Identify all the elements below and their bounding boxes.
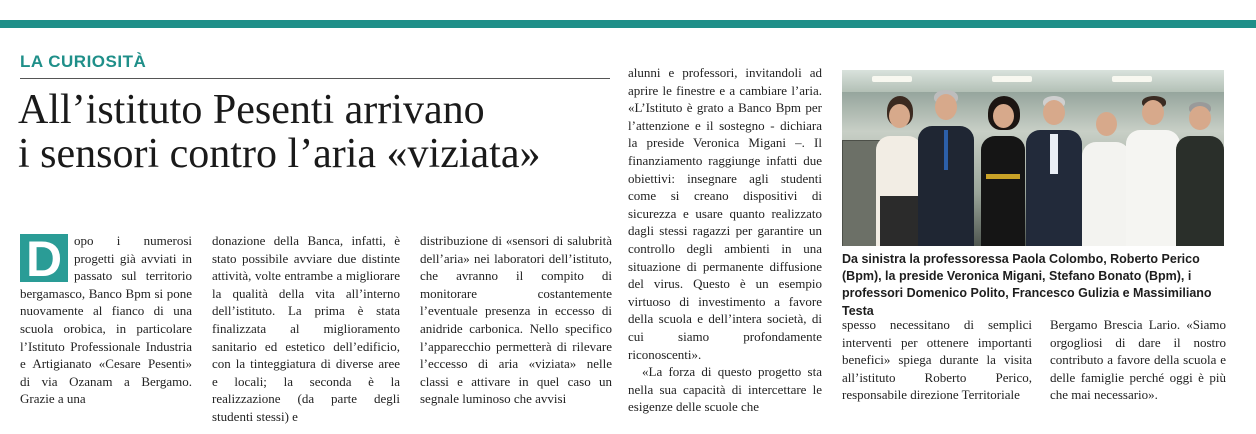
body-column-6 [1050, 316, 1226, 404]
top-accent-bar [0, 20, 1256, 28]
person-francesco-gulizia [1126, 96, 1180, 246]
body-column-2 [212, 232, 400, 426]
column-2-text: donazione della Banca, infatti, è stato possibile avviare due distinte attività, volte entrambe a migliorare la qualità della vita all’interno dell’istituto. La prima è stata finalizzata al miglioramento sanitario ed estetico dell’edificio, con la tinteggiatura di diverse aree e locali; la seconda è la realizzazione (da parte degli studenti stessi) e [212, 233, 400, 424]
column-5-text: spesso necessitano di semplici interventi per ottenere importanti benefici» spiega durante la visita all’istituto Roberto Perico, responsabile direzione Territoriale [842, 317, 1032, 403]
body-column-1 [20, 232, 192, 408]
headline-line-2: i sensori contro l’aria «viziata» [18, 131, 541, 177]
person-paola-colombo [874, 96, 924, 246]
column-6-text: Bergamo Brescia Lario. «Siamo orgogliosi di dare il nostro contributo a favore della scuola e delle famiglie perché oggi è più che mai necessario». [1050, 317, 1226, 403]
person-massimiliano-testa [1176, 102, 1224, 246]
person-veronica-migani [978, 96, 1028, 246]
person-roberto-perico [918, 90, 974, 246]
person-domenico-polito [1080, 106, 1132, 246]
person-stefano-bonato [1026, 96, 1082, 246]
ceiling-light [992, 76, 1032, 82]
photo-caption: Da sinistra la professoressa Paola Colombo, Roberto Perico (Bpm), la preside Veronica Migani, Stefano Bonato (Bpm), i professori Domenico Polito, Francesco Gulizia e Massimiliano Testa [842, 252, 1212, 318]
column-4-paragraph-2: «La forza di questo progetto sta nella sua capacità di intercettare le esigenze delle scuole che [628, 364, 822, 415]
body-column-3 [420, 232, 612, 408]
group-photo [842, 70, 1224, 246]
drop-cap: D [20, 234, 68, 282]
column-3-text: distribuzione di «sensori di salubrità dell’aria» nei laboratori dell’istituto, che avranno il compito di monitorare costantemente l’eventuale presenza in eccesso di anidride carbonica. Nello specifico l’apparecchio permetterà di rilevare l’eccesso di aria «viziata» nelle classi e attivare in quel caso un segnale luminoso che avvisi [420, 233, 612, 407]
section-kicker: LA CURIOSITÀ [20, 52, 147, 71]
ceiling-light [872, 76, 912, 82]
ceiling-light [1112, 76, 1152, 82]
column-1-text: opo i numerosi progetti già avviati in passato sul territorio bergamasco, Banco Bpm si pone nuovamente al fianco di una scuola orobica, in particolare l’Istituto Professionale Industria e Artigianato «Cesare Pesenti» di via Ozanam a Bergamo. Grazie a una [20, 233, 192, 407]
body-column-4 [628, 64, 822, 416]
body-column-5 [842, 316, 1032, 404]
headline-line-1: All’istituto Pesenti arrivano [18, 87, 485, 133]
article-headline [18, 88, 618, 176]
column-4-paragraph-1: alunni e professori, invitandoli ad aprire le finestre e a cambiare l’aria. «L’Istituto è grato a Banco Bpm per l’attenzione e il sostegno - dichiara la preside Veronica Migani –. Il finanziamento raggiunge infatti due obiettivi: insegnare agli studenti come si creano dispositivi di sicurezza e usare quanto realizzato dagli stessi ragazzi per garantire un controllo degli ambienti in una situazione di permanente diffusione del virus. Questo è un esempio virtuoso di investimento a favore della scuola e dell’intera società, di cui siamo profondamente riconoscenti». [628, 65, 822, 362]
kicker-divider [20, 78, 610, 79]
